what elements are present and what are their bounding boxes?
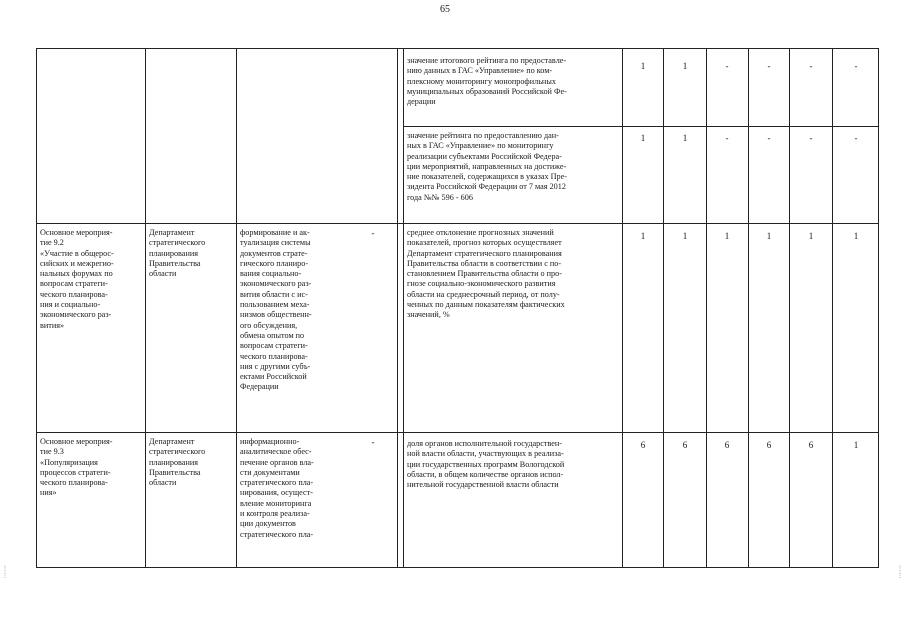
indicator-value: 1 <box>724 231 730 241</box>
indicator-value: - <box>725 61 729 71</box>
indicator-value: 6 <box>766 440 772 450</box>
table-divider <box>397 48 398 568</box>
activity-title: Основное мероприя- тие 9.3 «Популяризация процессов стратеги- ческого планирова- ния» <box>40 437 113 498</box>
row-divider <box>36 223 878 224</box>
executor: Департамент стратегического планирования Правительства области <box>149 437 206 488</box>
executor: Департамент стратегического планирования Правительства области <box>149 228 206 279</box>
indicator-value: 1 <box>640 231 646 241</box>
indicator-value: - <box>809 61 813 71</box>
table-border-left <box>36 48 37 568</box>
activity-content: формирование и ак- туализация системы документов страте- гического планиро- вания социально- экономического раз- вития области с ис- пользованием меха- низмов общественн- ого обсуждения, обмена опытом по вопросам стратеги- ческого планирова- ния с другими субъ- ектами Российской Федерации <box>240 228 312 392</box>
activity-content: информационно- аналитическое обес- печение органов вла- сти документами стратегического пла- нирования, осущест- вление мониторинга и контроля реализа- ции документов стратегического пла- <box>240 437 314 539</box>
indicator-value: 1 <box>640 133 646 143</box>
indicator-value: - <box>809 133 813 143</box>
column-4-value: - <box>371 437 375 447</box>
indicator-value: 1 <box>682 133 688 143</box>
table-divider <box>236 48 237 568</box>
scan-margin-mark-right: ⋮ ⋮ <box>897 566 903 579</box>
row-divider <box>36 432 878 433</box>
indicator-value: 1 <box>640 61 646 71</box>
indicator-value: - <box>767 61 771 71</box>
indicator-value: 1 <box>682 231 688 241</box>
indicator-value: - <box>725 133 729 143</box>
indicator-value: 6 <box>682 440 688 450</box>
indicator-value: 6 <box>724 440 730 450</box>
indicator-value: 1 <box>853 440 859 450</box>
indicator-value: - <box>854 61 858 71</box>
table-divider <box>145 48 146 568</box>
indicator-value: 1 <box>682 61 688 71</box>
indicator-value: 6 <box>808 440 814 450</box>
indicator-value: 1 <box>853 231 859 241</box>
indicator-value: - <box>767 133 771 143</box>
indicator-value: - <box>854 133 858 143</box>
indicator-text: значение рейтинга по предоставлению дан- ных в ГАС «Управление» по мониторингу реализации субъектами Российской Федера- ции мероприятий, направленных на достиже- ние показателей, содержащихся в указах Пре- зидента Российской Федерации от 7 мая 2012 года №№ 596 - 606 <box>407 131 568 202</box>
indicator-value: 6 <box>640 440 646 450</box>
indicator-value: 1 <box>808 231 814 241</box>
activity-title: Основное мероприя- тие 9.2 «Участие в общерос- сийских и межрегио- нальных форумах по вопросам стратеги- ческого планирова- ния и социально- экономического раз- вития» <box>40 228 114 330</box>
scan-margin-mark-left: ⋮ ⋮ <box>2 566 8 579</box>
indicator-value: 1 <box>766 231 772 241</box>
page-number: 65 <box>440 4 450 15</box>
indicator-text: доля органов исполнительной государствен- ной власти области, участвующих в реализа- ции государственных программ Вологодской области, в общем количестве органов испол- нительной государственной власти области <box>407 439 565 490</box>
row-divider-partial <box>403 126 878 127</box>
indicator-text: среднее отклонение прогнозных значений показателей, прогноз которых осуществляет Департамент стратегического планирования Правительства области в соответствии с по- становлением Правительства области о про- гнозе социально-экономического развития области на среднесрочный период, от полу- ченных по данным показателям фактических значений, % <box>407 228 565 320</box>
indicator-text: значение итогового рейтинга по предоставле- нию данных в ГАС «Управление» по ком- плексному мониторингу монопрофильных муниципальных образований Российской Фе- дерации <box>407 56 567 107</box>
column-4-value: - <box>371 228 375 238</box>
table-border-top <box>36 48 878 49</box>
table-border-right <box>878 48 879 568</box>
table-border-bottom <box>36 567 878 568</box>
